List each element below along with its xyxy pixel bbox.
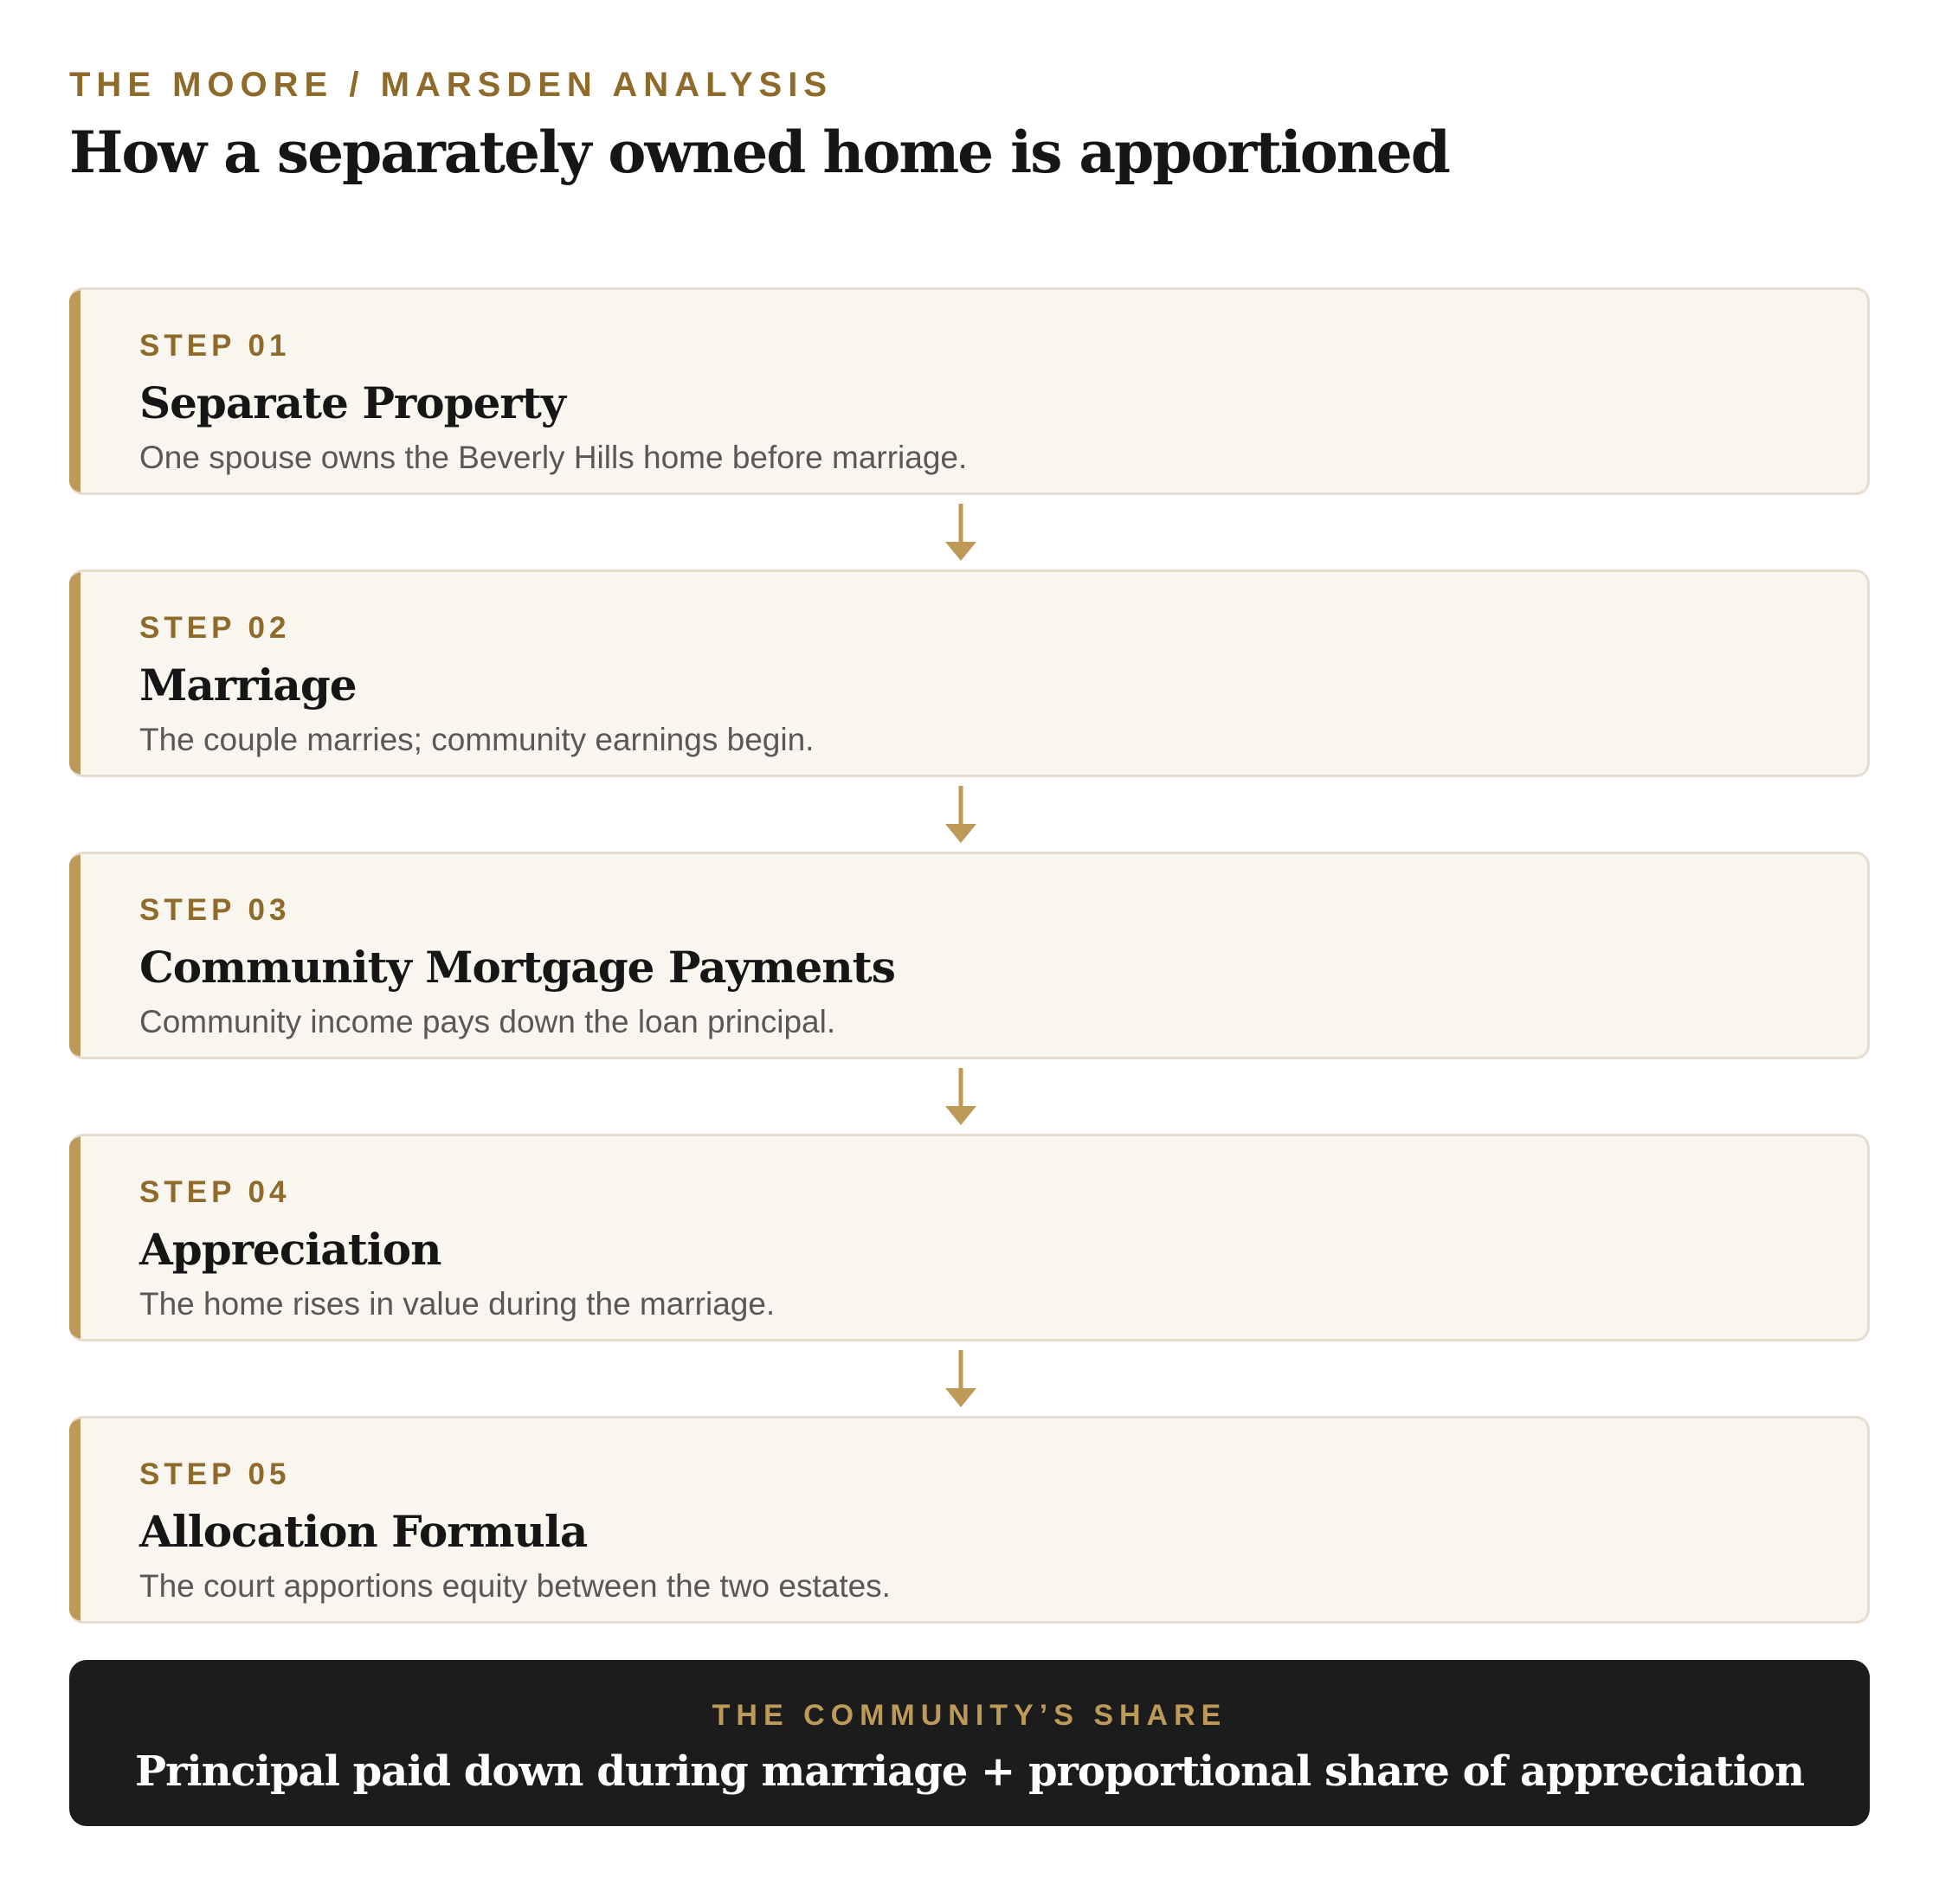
step-connector bbox=[69, 1059, 1870, 1134]
step-title: Appreciation bbox=[139, 1224, 441, 1275]
step-description: The court apportions equity between the two estates. bbox=[139, 1568, 891, 1604]
arrow-down-icon bbox=[944, 786, 978, 846]
step-title: Allocation Formula bbox=[139, 1506, 588, 1557]
step-number: STEP 03 bbox=[139, 893, 291, 927]
step-accent-bar bbox=[69, 1418, 81, 1621]
step-card-04 bbox=[69, 1134, 1870, 1341]
step-accent-bar bbox=[69, 854, 81, 1057]
eyebrow-label: THE MOORE / MARSDEN ANALYSIS bbox=[69, 66, 833, 104]
arrow-down-icon bbox=[944, 1068, 978, 1129]
step-connector bbox=[69, 1341, 1870, 1416]
step-number: STEP 02 bbox=[139, 611, 291, 645]
step-description: One spouse owns the Beverly Hills home before marriage. bbox=[139, 440, 968, 475]
step-accent-bar bbox=[69, 572, 81, 775]
steps-flow bbox=[69, 287, 1870, 1624]
step-accent-bar bbox=[69, 1136, 81, 1339]
page-header bbox=[69, 61, 1870, 1624]
step-accent-bar bbox=[69, 290, 81, 492]
step-description: Community income pays down the loan principal. bbox=[139, 1004, 836, 1039]
step-number: STEP 01 bbox=[139, 329, 291, 363]
summary-panel bbox=[69, 1660, 1870, 1826]
step-card-02 bbox=[69, 569, 1870, 777]
step-connector bbox=[69, 495, 1870, 569]
step-title: Community Mortgage Payments bbox=[139, 942, 895, 993]
step-number: STEP 04 bbox=[139, 1175, 291, 1209]
summary-formula: Principal paid down during marriage + proportional share of appreciation bbox=[135, 1747, 1804, 1796]
step-card-05 bbox=[69, 1416, 1870, 1624]
step-card-01 bbox=[69, 287, 1870, 495]
step-number: STEP 05 bbox=[139, 1457, 291, 1491]
page-title: How a separately owned home is apportioned bbox=[69, 119, 1449, 186]
step-description: The couple marries; community earnings begin. bbox=[139, 722, 815, 757]
summary-label: THE COMMUNITY’S SHARE bbox=[712, 1699, 1227, 1732]
step-connector bbox=[69, 777, 1870, 852]
step-card-03 bbox=[69, 852, 1870, 1059]
step-title: Separate Property bbox=[139, 377, 565, 428]
step-title: Marriage bbox=[139, 659, 357, 711]
arrow-down-icon bbox=[944, 504, 978, 564]
arrow-down-icon bbox=[944, 1350, 978, 1411]
step-description: The home rises in value during the marriage. bbox=[139, 1286, 776, 1322]
